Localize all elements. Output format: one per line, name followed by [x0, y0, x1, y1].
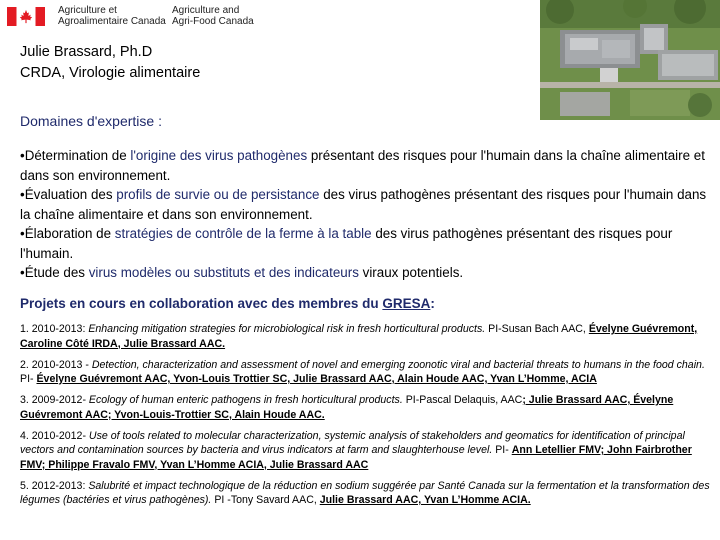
project-pi: PI-	[492, 444, 512, 456]
expertise-item-highlight: stratégies de contrôle de la ferme à la table	[114, 226, 372, 241]
project-title: Use of tools related to molecular characterization, systemic analysis of stakeholders and geomatics for identification of principal vectors and contamination sources by bacteria and virus indicators at farm and slaughterhouse level.	[20, 429, 685, 456]
expertise-item-suffix: présentant des risques pour l'humain dans la chaîne alimentaire et dans son environnement.	[20, 148, 705, 183]
project-title: Ecology of human enteric pathogens in fresh horticultural products.	[88, 394, 403, 406]
department-name-en-line1: Agriculture and	[172, 5, 240, 16]
expertise-item-prefix: •Détermination de	[20, 148, 131, 163]
projects-heading-text: Projets en cours en collaboration avec des membres du	[20, 296, 383, 311]
expertise-item	[20, 185, 710, 224]
project-item	[20, 429, 712, 473]
government-header	[0, 0, 540, 36]
department-name-fr-line2: Agroalimentaire Canada	[58, 16, 166, 27]
expertise-item-suffix: des virus pathogènes présentant des risques pour l'humain dans la chaîne alimentaire et dans son environnement.	[20, 187, 707, 222]
researcher-info	[20, 42, 200, 84]
projects-heading	[20, 295, 435, 313]
project-number: 4. 2010-2012-	[20, 429, 89, 442]
expertise-list	[20, 146, 710, 283]
canada-flag-icon	[6, 7, 46, 26]
expertise-item-prefix: •Élaboration de	[20, 226, 115, 241]
expertise-item-highlight: virus modèles ou substituts et des indicateurs	[88, 265, 359, 280]
project-item	[20, 393, 712, 422]
project-number: 2. 2010-2013 -	[20, 358, 92, 371]
expertise-item-highlight: l'origine des virus pathogènes	[130, 148, 308, 163]
project-pi: PI -Tony Savard AAC,	[211, 494, 320, 506]
project-number: 5. 2012-2013:	[20, 479, 89, 492]
project-title: Enhancing mitigation strategies for microbiological risk in fresh horticultural products.	[88, 323, 486, 335]
department-name-fr-line1: Agriculture et	[58, 5, 117, 16]
project-number: 1. 2010-2013:	[20, 323, 89, 335]
project-item	[20, 358, 712, 387]
department-name-fr	[58, 5, 166, 27]
gresa-link[interactable]: GRESA	[382, 296, 431, 311]
project-pi: PI-Susan Bach AAC,	[485, 323, 589, 335]
department-name-en	[172, 5, 254, 27]
expertise-item	[20, 263, 710, 283]
project-pi: PI-Pascal Delaquis, AAC	[402, 394, 523, 406]
project-number: 3. 2009-2012-	[20, 394, 89, 406]
expertise-item-suffix: des virus pathogènes présentant des risques pour l'humain.	[20, 226, 673, 261]
project-collaborators: Julie Brassard AAC, Yvan L’Homme ACIA.	[319, 494, 531, 506]
project-collaborators: Évelyne Guévremont, Caroline Côté IRDA, Julie Brassard AAC.	[20, 323, 698, 350]
projects-heading-suffix: :	[430, 296, 435, 311]
expertise-item-prefix: •Étude des	[20, 265, 89, 280]
expertise-heading: Domaines d'expertise :	[20, 113, 162, 129]
projects-list	[20, 322, 712, 514]
expertise-item-suffix: viraux potentiels.	[358, 265, 464, 280]
research-centre-aerial-photo	[540, 0, 720, 120]
expertise-item-prefix: •Évaluation des	[20, 187, 117, 202]
project-title: Detection, characterization and assessment of novel and emerging zoonotic viral and bacterial threats to humans in the food chain.	[91, 358, 705, 371]
project-collaborators: ; Julie Brassard AAC, Évelyne Guévremont AAC; Yvon-Louis-Trottier SC, Alain Houde AAC.	[20, 394, 674, 421]
project-collaborators: Ann Letellier FMV; John Fairbrother FMV; Philippe Fravalo FMV, Yvan L’Homme ACIA, Julie Brassard AAC	[20, 444, 692, 471]
project-pi: PI-	[20, 373, 37, 385]
expertise-item	[20, 224, 710, 263]
expertise-item-highlight: profils de survie ou de persistance	[116, 187, 320, 202]
expertise-item	[20, 146, 710, 185]
project-item	[20, 322, 712, 351]
project-collaborators: Évelyne Guévremont AAC, Yvon-Louis Trottier SC, Julie Brassard AAC, Alain Houde AAC, Yvan L’Homme, ACIA	[36, 373, 597, 385]
project-item	[20, 479, 712, 508]
researcher-name: Julie Brassard, Ph.D	[20, 44, 153, 60]
project-title: Salubrité et impact technologique de la réduction en sodium suggérée par Santé Canada sur la fermentation et la transformation des légumes (bactéries et virus pathogènes).	[20, 479, 710, 506]
department-name-en-line2: Agri-Food Canada	[172, 16, 254, 27]
researcher-affiliation: CRDA, Virologie alimentaire	[20, 65, 201, 81]
